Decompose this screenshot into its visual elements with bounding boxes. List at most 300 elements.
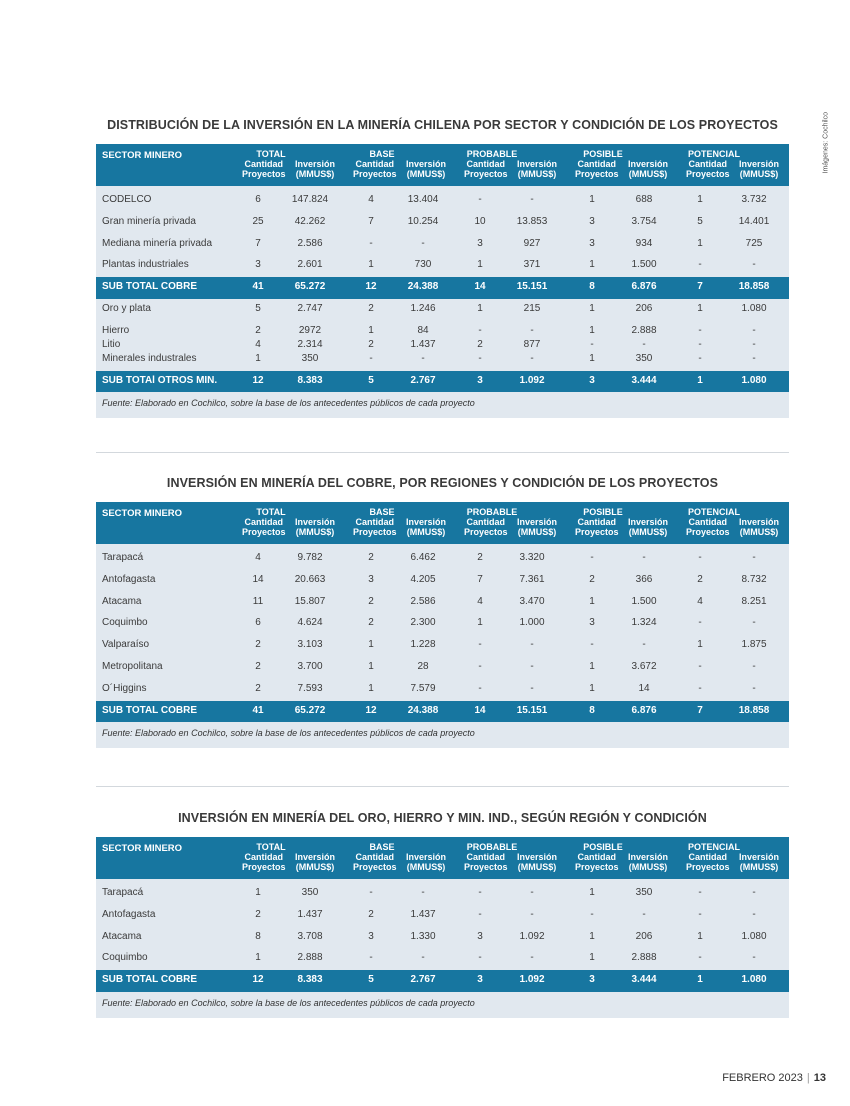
header-inversion-line2: (MMUS$) — [517, 169, 557, 179]
table-cell: 14 — [474, 281, 486, 293]
table-cell: 6.876 — [631, 704, 657, 716]
table-cell: 1 — [589, 302, 595, 314]
table-cell: 12 — [252, 374, 264, 386]
table-cell: - — [478, 324, 482, 336]
header-inversion-line1: Inversión — [517, 517, 558, 527]
table-cell: - — [369, 887, 373, 898]
header-cantidad — [464, 852, 508, 872]
table-cell: 4 — [697, 595, 703, 607]
header-cantidad-line1: Cantidad — [466, 159, 506, 169]
row-label: Oro y plata — [102, 302, 151, 314]
table-cell: 2 — [255, 908, 261, 920]
page-footer — [722, 1072, 826, 1084]
header-cantidad-line2: Proyectos — [242, 527, 286, 537]
table-cell: 1.437 — [410, 338, 436, 350]
table-cell: 2.586 — [297, 237, 323, 249]
table-cell: 1.228 — [410, 639, 436, 651]
header-cantidad-line1: Cantidad — [577, 517, 617, 527]
row-label: Hierro — [102, 324, 130, 336]
header-cantidad-line2: Proyectos — [353, 862, 397, 872]
header-cantidad-line2: Proyectos — [686, 862, 730, 872]
table-cell: 6.462 — [410, 552, 436, 563]
table-section-1 — [96, 118, 789, 418]
table-cell: 3 — [589, 215, 595, 227]
table-cell: - — [642, 338, 646, 350]
table-cell: 3 — [477, 237, 483, 249]
header-cantidad — [353, 159, 397, 179]
table-cell: - — [752, 952, 756, 964]
table-cell: 8.383 — [297, 974, 323, 986]
header-cantidad — [686, 517, 730, 537]
header-group-label: POTENCIAL — [687, 149, 740, 159]
image-credit: Imágenes: Cochilco — [822, 112, 829, 174]
header-cantidad — [575, 517, 619, 537]
table-row — [96, 321, 789, 335]
table-title: DISTRIBUCIÓN DE LA INVERSIÓN EN LA MINERÍA CHILENA POR SECTOR Y CONDICIÓN DE LOS PROYECTOS — [107, 118, 778, 132]
table-cell: 1 — [589, 595, 595, 607]
header-inversion-line1: Inversión — [628, 852, 669, 862]
table-cell: 2 — [368, 552, 374, 563]
table-cell: - — [642, 908, 646, 920]
table-cell: 3 — [477, 374, 483, 386]
header-inversion-line1: Inversión — [406, 517, 447, 527]
table-cell: 3 — [477, 930, 483, 942]
header-cantidad — [464, 159, 508, 179]
table-row — [96, 883, 789, 905]
row-label: SUB TOTAL COBRE — [102, 704, 198, 716]
table-cell: 1 — [589, 259, 595, 271]
table-cell: 12 — [365, 281, 377, 293]
table-cell: 28 — [417, 660, 429, 672]
table-cell: - — [752, 324, 756, 336]
table-cell: 2.747 — [297, 302, 323, 314]
table-cell: 1.500 — [631, 259, 657, 271]
header-inversion — [517, 159, 557, 179]
table-cell: 1 — [589, 352, 595, 364]
table-cell: 65.272 — [294, 281, 326, 293]
table-cell: 1.000 — [519, 617, 545, 629]
table-cell: 2.601 — [297, 259, 323, 271]
table-row — [96, 570, 789, 592]
row-label: Valparaíso — [102, 639, 150, 651]
header-inversion-line1: Inversión — [739, 517, 780, 527]
table-cell: 2 — [368, 595, 374, 607]
table-cell: 12 — [252, 974, 264, 986]
header-cantidad — [353, 852, 397, 872]
table-cell: 1.092 — [519, 974, 545, 986]
table-cell: 84 — [417, 324, 429, 336]
table-cell: 3 — [589, 617, 595, 629]
table-cell: 3.103 — [297, 639, 323, 651]
table-cell: 8 — [255, 930, 261, 942]
source-note: Fuente: Elaborado en Cochilco, sobre la base de los antecedentes públicos de cada proyecto — [102, 997, 475, 1008]
table-cell: 25 — [252, 215, 264, 227]
header-inversion — [406, 517, 446, 537]
table-cell: 1.080 — [741, 930, 767, 942]
table-cell: - — [530, 352, 534, 364]
table-cell: 1 — [368, 259, 374, 271]
table-cell: 3 — [589, 237, 595, 249]
table-cell: - — [698, 660, 702, 672]
row-label: Plantas industriales — [102, 259, 189, 271]
table-cell: 1.080 — [741, 374, 767, 386]
header-cantidad — [242, 159, 286, 179]
source-note: Fuente: Elaborado en Cochilco, sobre la base de los antecedentes públicos de cada proyecto — [102, 398, 475, 409]
header-group-label: TOTAL — [256, 149, 286, 159]
row-label: CODELCO — [102, 194, 152, 205]
header-inversion-line1: Inversión — [295, 517, 336, 527]
header-group-label: BASE — [369, 149, 395, 159]
table-cell: 2 — [368, 908, 374, 920]
table-row — [96, 548, 789, 570]
header-cantidad-line2: Proyectos — [464, 527, 508, 537]
header-group-label: PROBABLE — [466, 507, 518, 517]
row-label: Gran minería privada — [102, 215, 196, 227]
header-inversion-line1: Inversión — [406, 159, 447, 169]
header-inversion-line2: (MMUS$) — [739, 862, 779, 872]
header-cantidad-line1: Cantidad — [688, 517, 728, 527]
header-inversion — [295, 517, 335, 537]
row-label: O´Higgins — [102, 682, 147, 694]
header-inversion — [739, 159, 779, 179]
header-cantidad-line1: Cantidad — [355, 159, 395, 169]
table-cell: 1 — [368, 639, 374, 651]
table-cell: 5 — [255, 302, 261, 314]
table-cell: 730 — [414, 259, 432, 271]
table-cell: - — [478, 952, 482, 964]
source-note: Fuente: Elaborado en Cochilco, sobre la base de los antecedentes públicos de cada proyecto — [102, 728, 475, 739]
header-cantidad-line1: Cantidad — [244, 517, 284, 527]
table-cell: 5 — [368, 374, 374, 386]
header-cantidad-line2: Proyectos — [353, 527, 397, 537]
table-cell: 3.320 — [519, 552, 545, 563]
table-cell: - — [530, 887, 534, 898]
data-table — [96, 837, 789, 1018]
table-cell: 2 — [697, 573, 703, 585]
table-cell: - — [530, 194, 534, 205]
header-inversion-line2: (MMUS$) — [628, 862, 668, 872]
header-inversion — [628, 852, 668, 872]
table-cell: - — [698, 952, 702, 964]
table-cell: - — [752, 682, 756, 694]
header-inversion — [517, 517, 557, 537]
row-label: Antofagasta — [102, 908, 156, 920]
table-cell: - — [421, 237, 425, 249]
table-cell: - — [530, 952, 534, 964]
table-cell: 11 — [252, 595, 264, 607]
header-cantidad-line2: Proyectos — [242, 862, 286, 872]
table-cell: 8 — [589, 704, 595, 716]
table-cell: 877 — [523, 338, 541, 350]
table-cell: 1 — [255, 952, 261, 964]
header-cantidad-line1: Cantidad — [355, 852, 395, 862]
table-cell: 1 — [589, 887, 595, 898]
row-label: Minerales industrales — [102, 352, 197, 364]
table-cell: 4 — [255, 338, 261, 350]
row-label: Antofagasta — [102, 573, 156, 585]
row-label: Atacama — [102, 595, 142, 607]
header-inversion-line2: (MMUS$) — [517, 527, 557, 537]
table-cell: 206 — [635, 302, 653, 314]
table-cell: - — [530, 908, 534, 920]
header-inversion-line2: (MMUS$) — [406, 527, 446, 537]
table-cell: 4 — [255, 552, 261, 563]
header-inversion — [406, 159, 446, 179]
table-row — [96, 679, 789, 701]
header-inversion-line2: (MMUS$) — [739, 169, 779, 179]
table-cell: - — [590, 639, 594, 651]
table-cell: 215 — [523, 302, 541, 314]
header-cantidad-line1: Cantidad — [688, 852, 728, 862]
table-cell: - — [752, 259, 756, 271]
header-inversion-line1: Inversión — [295, 852, 336, 862]
table-cell: 2 — [368, 302, 374, 314]
table-cell: 1 — [589, 930, 595, 942]
row-label: Coquimbo — [102, 617, 148, 629]
header-group-label: TOTAL — [256, 507, 286, 517]
table-cell: 1.080 — [741, 302, 767, 314]
header-cantidad — [686, 159, 730, 179]
table-cell: 1 — [477, 302, 483, 314]
header-sector-label: SECTOR MINERO — [102, 843, 183, 854]
header-group-label: BASE — [369, 507, 395, 517]
row-label: Tarapacá — [102, 552, 144, 563]
header-cantidad-line2: Proyectos — [464, 169, 508, 179]
table-cell: 7 — [697, 281, 703, 293]
table-cell: 8.732 — [741, 573, 767, 585]
table-cell: - — [698, 617, 702, 629]
table-cell: 2 — [368, 338, 374, 350]
table-section-3 — [96, 811, 789, 1018]
table-cell: 65.272 — [294, 704, 326, 716]
header-inversion-line1: Inversión — [739, 159, 780, 169]
table-cell: 20.663 — [294, 573, 326, 585]
table-cell: 1 — [697, 639, 703, 651]
table-cell: 5 — [368, 974, 374, 986]
header-group-label: POTENCIAL — [687, 842, 740, 852]
header-inversion — [295, 852, 335, 872]
header-inversion-line2: (MMUS$) — [295, 169, 335, 179]
header-sector-label: SECTOR MINERO — [102, 508, 183, 519]
table-cell: 7.361 — [519, 573, 545, 585]
header-cantidad — [242, 852, 286, 872]
table-cell: - — [752, 887, 756, 898]
table-cell: 8.383 — [297, 374, 323, 386]
header-inversion — [739, 852, 779, 872]
table-row — [96, 299, 789, 321]
header-cantidad-line2: Proyectos — [686, 527, 730, 537]
table-cell: 1.092 — [519, 374, 545, 386]
table-cell: 3.444 — [631, 974, 657, 986]
table-title: INVERSIÓN EN MINERÍA DEL COBRE, POR REGIONES Y CONDICIÓN DE LOS PROYECTOS — [166, 476, 719, 490]
table-cell: - — [478, 682, 482, 694]
row-label: Atacama — [102, 930, 142, 942]
section-divider — [96, 786, 789, 787]
table-cell: - — [478, 194, 482, 205]
header-inversion-line1: Inversión — [739, 852, 780, 862]
table-cell: 3.672 — [631, 660, 657, 672]
table-cell: 2 — [255, 682, 261, 694]
table-cell: 2 — [255, 324, 261, 336]
header-cantidad-line1: Cantidad — [688, 159, 728, 169]
header-inversion-line2: (MMUS$) — [406, 862, 446, 872]
table-cell: 6 — [255, 194, 261, 205]
table-cell: 1 — [697, 237, 703, 249]
header-inversion-line1: Inversión — [295, 159, 336, 169]
table-cell: 6 — [255, 617, 261, 629]
table-cell: 3.444 — [631, 374, 657, 386]
table-cell: 1 — [697, 194, 703, 205]
table-cell: 7 — [368, 215, 374, 227]
table-cell: 2972 — [298, 324, 322, 336]
data-table — [96, 144, 789, 418]
table-cell: 1.324 — [631, 617, 657, 629]
header-inversion — [739, 517, 779, 537]
table-cell: 3 — [255, 259, 261, 271]
table-cell: 8.251 — [741, 595, 767, 607]
header-inversion — [295, 159, 335, 179]
table-cell: 2 — [477, 552, 483, 563]
header-inversion-line2: (MMUS$) — [517, 862, 557, 872]
table-cell: 41 — [252, 704, 264, 716]
table-cell: 18.858 — [738, 281, 770, 293]
subtotal-row — [96, 277, 789, 299]
table-cell: 3.708 — [297, 930, 323, 942]
table-cell: 10 — [474, 215, 486, 227]
table-cell: 1 — [368, 660, 374, 672]
table-cell: - — [369, 237, 373, 249]
header-inversion-line1: Inversión — [517, 159, 558, 169]
table-cell: - — [530, 639, 534, 651]
table-cell: 1 — [589, 682, 595, 694]
table-cell: 1 — [368, 324, 374, 336]
table-cell: 3 — [368, 573, 374, 585]
table-cell: - — [478, 660, 482, 672]
header-cantidad-line1: Cantidad — [466, 852, 506, 862]
table-cell: 1 — [589, 660, 595, 672]
table-cell: 934 — [635, 237, 653, 249]
table-cell: - — [369, 952, 373, 964]
table-cell: 12 — [365, 704, 377, 716]
header-group-label: PROBABLE — [466, 149, 518, 159]
table-cell: - — [478, 908, 482, 920]
table-cell: 1 — [697, 374, 703, 386]
header-cantidad-line2: Proyectos — [353, 169, 397, 179]
table-cell: - — [752, 617, 756, 629]
row-label: SUB TOTAL COBRE — [102, 281, 198, 293]
table-cell: 371 — [523, 259, 541, 271]
table-cell: 1.092 — [519, 930, 545, 942]
header-inversion-line2: (MMUS$) — [406, 169, 446, 179]
table-cell: 1.437 — [297, 908, 323, 920]
table-cell: 3.732 — [741, 194, 767, 205]
table-cell: 1 — [589, 952, 595, 964]
header-cantidad — [464, 517, 508, 537]
table-cell: - — [698, 682, 702, 694]
page-number: 13 — [813, 1072, 826, 1084]
header-inversion — [628, 517, 668, 537]
table-cell: 4.624 — [297, 617, 323, 629]
table-cell: 3 — [589, 974, 595, 986]
table-cell: 3.470 — [519, 595, 545, 607]
header-inversion — [406, 852, 446, 872]
header-cantidad-line1: Cantidad — [577, 159, 617, 169]
table-cell: 2.888 — [297, 952, 323, 964]
table-row — [96, 255, 789, 277]
table-cell: 7.579 — [410, 682, 436, 694]
row-label: SUB TOTAl OTROS MIN. — [102, 374, 218, 386]
header-group-label: POSIBLE — [583, 507, 623, 517]
table-cell: 2 — [255, 660, 261, 672]
subtotal-row — [96, 970, 789, 992]
table-cell: - — [698, 338, 702, 350]
table-cell: - — [421, 887, 425, 898]
table-cell: 1 — [589, 194, 595, 205]
table-cell: 13.404 — [407, 194, 439, 205]
table-cell: 10.254 — [407, 215, 439, 227]
subtotal-row — [96, 701, 789, 723]
header-inversion — [517, 852, 557, 872]
table-cell: 1 — [477, 617, 483, 629]
header-inversion-line1: Inversión — [628, 517, 669, 527]
header-cantidad-line2: Proyectos — [686, 169, 730, 179]
header-cantidad-line1: Cantidad — [577, 852, 617, 862]
table-cell: 1 — [697, 974, 703, 986]
table-cell: 1.500 — [631, 595, 657, 607]
table-cell: - — [752, 352, 756, 364]
table-cell: - — [752, 660, 756, 672]
table-cell: 2.767 — [410, 374, 436, 386]
table-cell: 2 — [589, 573, 595, 585]
table-cell: 7 — [477, 573, 483, 585]
row-label: Mediana minería privada — [102, 237, 213, 249]
table-cell: 1 — [368, 682, 374, 694]
table-cell: 6.876 — [631, 281, 657, 293]
table-cell: - — [752, 908, 756, 920]
table-cell: - — [698, 908, 702, 920]
header-cantidad — [575, 159, 619, 179]
table-cell: 7.593 — [297, 682, 323, 694]
table-cell: 24.388 — [407, 704, 439, 716]
header-inversion-line1: Inversión — [628, 159, 669, 169]
table-row — [96, 592, 789, 614]
table-cell: 7 — [255, 237, 261, 249]
row-label: Tarapacá — [102, 887, 144, 898]
table-cell: - — [421, 352, 425, 364]
table-cell: 350 — [635, 887, 653, 898]
table-cell: 1 — [589, 324, 595, 336]
table-cell: - — [698, 259, 702, 271]
table-row — [96, 927, 789, 949]
table-cell: 2.888 — [631, 952, 657, 964]
table-row — [96, 349, 789, 371]
header-cantidad-line2: Proyectos — [575, 169, 619, 179]
header-inversion — [628, 159, 668, 179]
table-cell: 206 — [635, 930, 653, 942]
header-cantidad-line2: Proyectos — [242, 169, 286, 179]
table-cell: 15.151 — [516, 281, 548, 293]
table-cell: 2 — [255, 639, 261, 651]
table-cell: 7 — [697, 704, 703, 716]
header-cantidad-line2: Proyectos — [575, 527, 619, 537]
subtotal-row — [96, 371, 789, 393]
table-cell: 2.586 — [410, 595, 436, 607]
table-cell: - — [478, 887, 482, 898]
header-group-label: PROBABLE — [466, 842, 518, 852]
header-cantidad-line2: Proyectos — [575, 862, 619, 872]
header-cantidad — [686, 852, 730, 872]
header-cantidad — [242, 517, 286, 537]
